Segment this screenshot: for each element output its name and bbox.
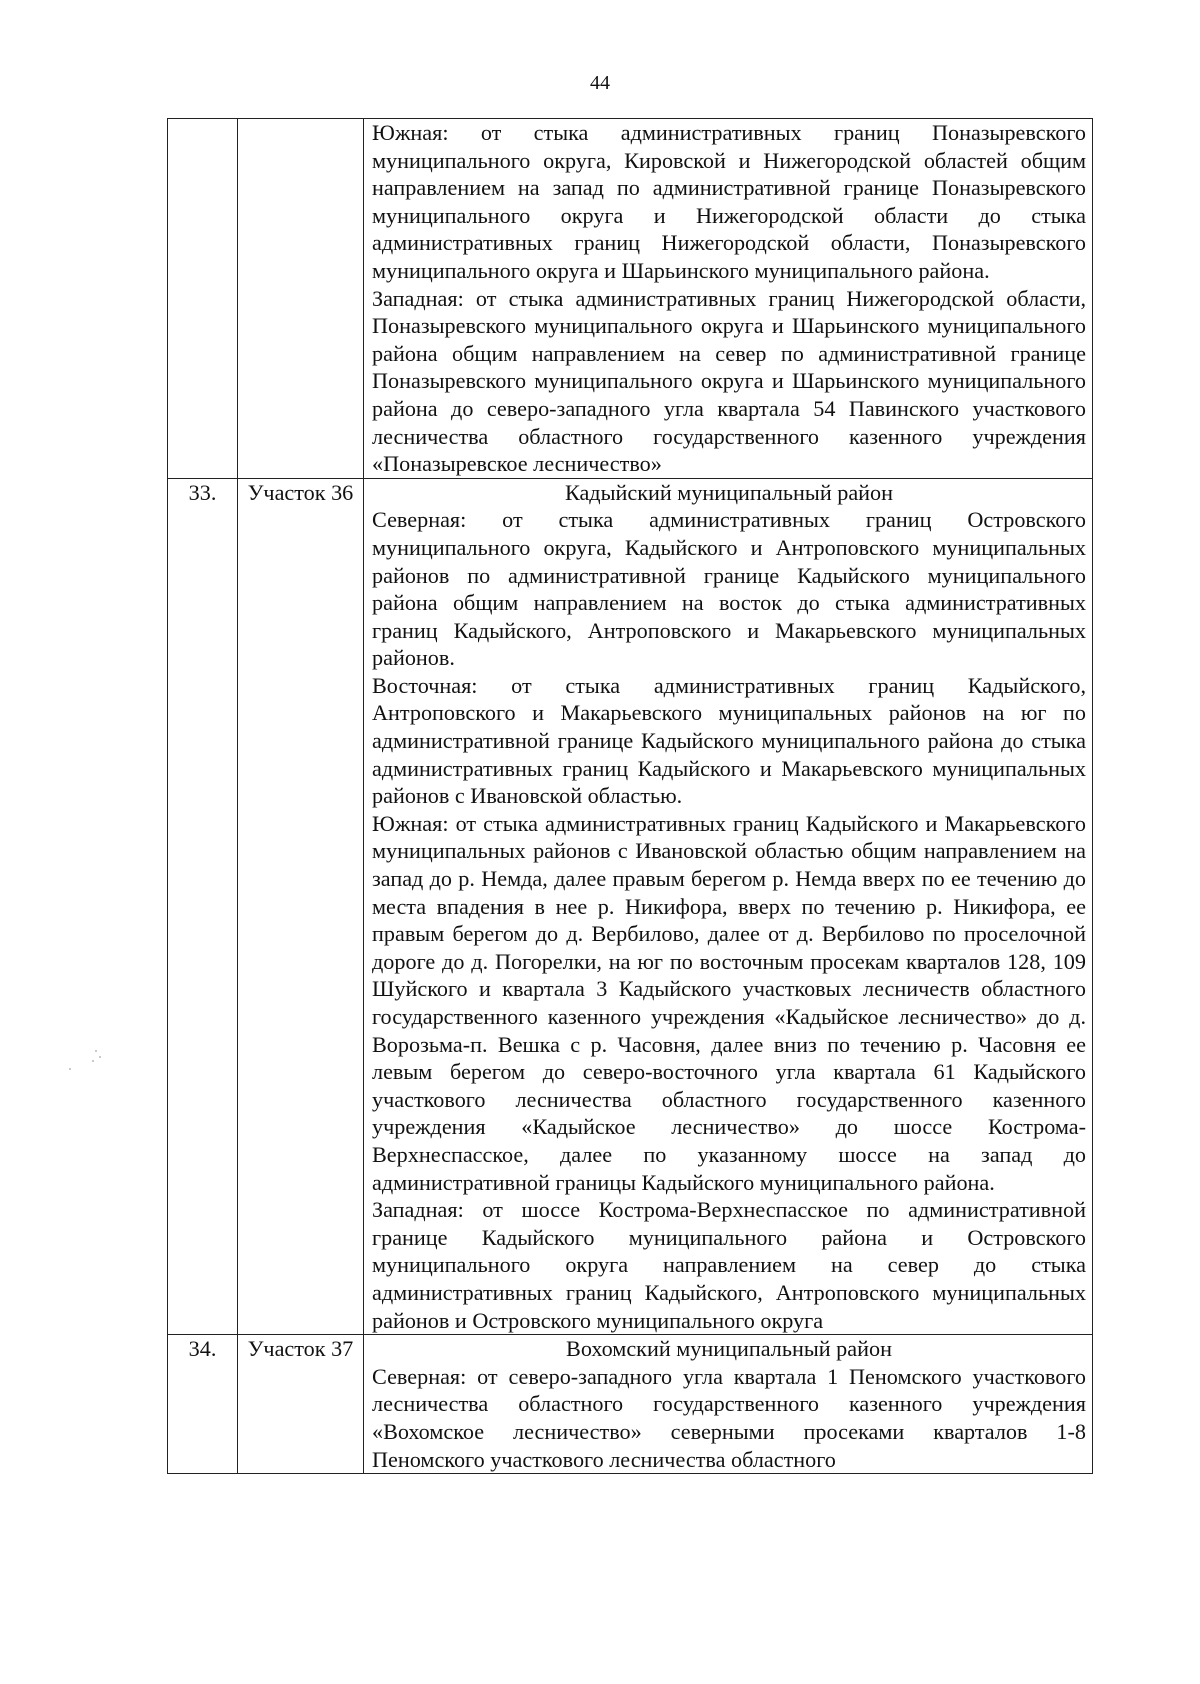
- district-title: Вохомский муниципальный район: [566, 1336, 892, 1362]
- row-number-cell: 33.: [168, 478, 238, 1334]
- boundary-paragraph-south: Южная: от стыка административных границ Кадыйского и Макарьевского муниципальных районов с Ивановской областью общим направлением на запад до р. Немда, далее правым берегом р. Немда вверх по ее течению до места впадения в нее р. Никифора, вверх по течению р. Никифора, ее правым берегом до д. Вербилово, далее от д. Вербилово по проселочной дороге до д. Погорелки, на юг по восточным просекам кварталов 128, 109 Шуйского и квартала 3 Кадыйского участковых лесничеств областного государственного казенного учреждения «Кадыйское лесничество» до д. Ворозьма-п. Вешка с р. Часовня, далее вниз по течению р. Часовня ее левым берегом до северо-восточного угла квартала 61 Кадыйского участкового лесничества областного государственного казенного учреждения «Кадыйское лесничество» до шоссе Кострома-Верхнеспасское, далее по указанному шоссе на запад до административной границы Кадыйского муниципального района.: [372, 810, 1086, 1195]
- table-row: [168, 478, 1093, 1334]
- boundaries-table: [167, 118, 1093, 1474]
- boundary-paragraph-west: Западная: от стыка административных границ Нижегородской области, Поназыревского муниципального округа и Шарьинского муниципального района общим направлением на север по административной границе Поназыревского муниципального округа и Шарьинского муниципального района до северо-западного угла квартала 54 Павинского участкового лесничества областного государственного казенного учреждения «Поназыревское лесничество»: [372, 285, 1086, 477]
- boundary-paragraph-west: Западная: от шоссе Кострома-Верхнеспасское по административной границе Кадыйского муниципального района и Островского муниципального округа направлением на север до стыка административных границ Кадыйского, Антроповского муниципальных районов и Островского муниципального округа: [372, 1197, 1086, 1333]
- row-number-cell: 34.: [168, 1335, 238, 1474]
- boundary-paragraph-north: Северная: от северо-западного угла квартала 1 Пеномского участкового лесничества областного государственного казенного учреждения «Вохомское лесничество» северными просеками кварталов 1-8 Пеномского участкового лесничества областного: [372, 1363, 1086, 1472]
- boundary-description-cell: [364, 1335, 1093, 1474]
- boundary-paragraph-north: Северная: от стыка административных границ Островского муниципального округа, Кадыйского и Антроповского муниципальных районов по административной границе Кадыйского муниципального района общим направлением на восток до стыка административных границ Кадыйского, Антроповского и Макарьевского муниципальных районов.: [372, 507, 1086, 671]
- table-row: [168, 119, 1093, 479]
- scan-speckle: [65, 1040, 105, 1080]
- boundary-paragraph-east: Восточная: от стыка административных границ Кадыйского, Антроповского и Макарьевского муниципальных районов на юг по административной границе Кадыйского муниципального района до стыка административных границ Кадыйского и Макарьевского муниципальных районов с Ивановской областью.: [372, 672, 1086, 809]
- boundary-paragraph-south: Южная: от стыка административных границ Поназыревского муниципального округа, Кировской и Нижегородской областей общим направлением на запад по административной границе Поназыревского муниципального округа и Нижегородской области до стыка административных границ Нижегородской области, Поназыревского муниципального округа и Шарьинского муниципального района.: [372, 120, 1086, 283]
- section-cell: Участок 37: [238, 1335, 364, 1474]
- table-row: [168, 1335, 1093, 1474]
- district-title: Кадыйский муниципальный район: [564, 479, 894, 505]
- section-cell: [238, 119, 364, 479]
- boundary-description-cell: [364, 478, 1093, 1334]
- section-cell: Участок 36: [238, 478, 364, 1334]
- page-number: 44: [590, 72, 610, 94]
- boundary-description-cell: [364, 119, 1093, 479]
- row-number-cell: [168, 119, 238, 479]
